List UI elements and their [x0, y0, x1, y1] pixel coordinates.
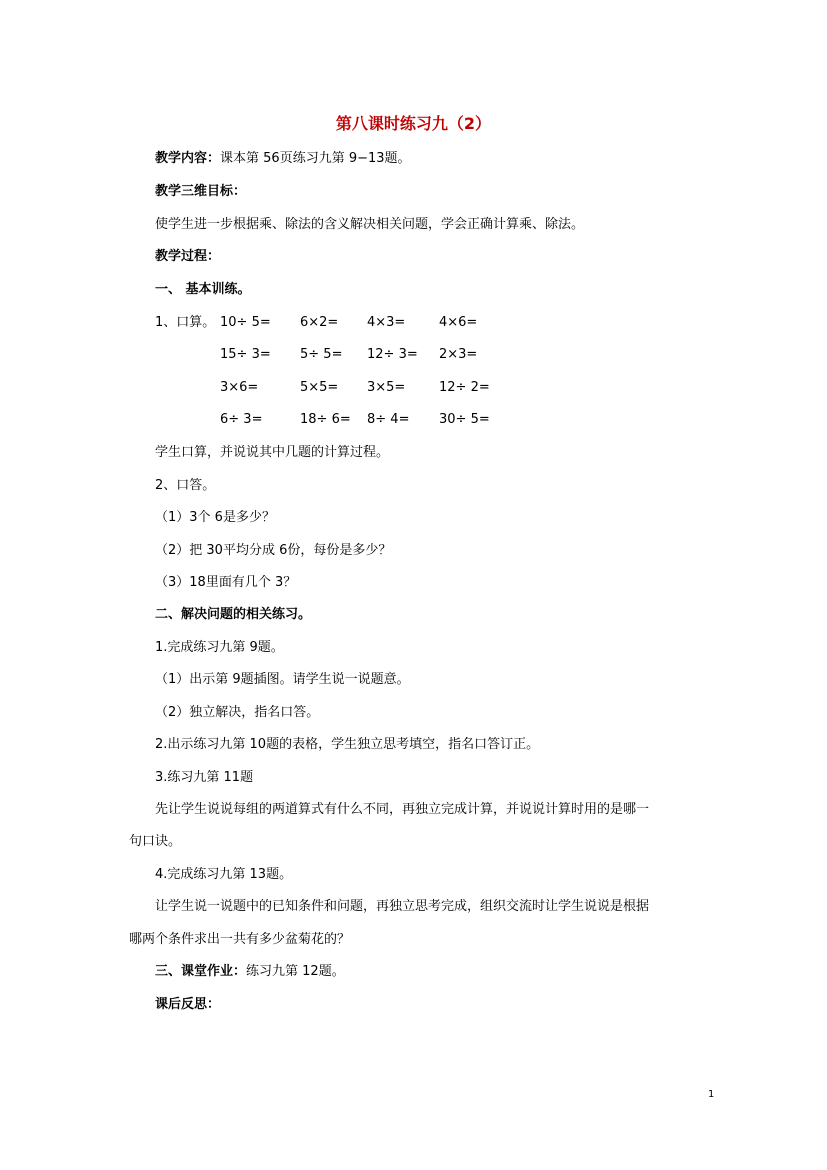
oral-cell: 30÷ 5=: [439, 412, 490, 427]
section2-heading: 二、解决问题的相关练习。: [155, 607, 312, 622]
oral-cell: 6×2=: [300, 315, 339, 330]
practice-1: 1.完成练习九第 9题。: [155, 640, 284, 655]
content-label: 教学内容：: [155, 151, 221, 166]
question-3: （3）18里面有几个 3？: [155, 575, 297, 590]
practice-1b: （2）独立解决，指名口答。: [155, 705, 320, 720]
content-text: 课本第 56页练习九第 9−13题。: [220, 151, 411, 166]
oral-cell: 5÷ 5=: [300, 347, 343, 362]
goals-label: 教学三维目标：: [155, 184, 247, 199]
oral-cell: 4×3=: [367, 315, 406, 330]
oral-cell: 10÷ 5=: [220, 315, 271, 330]
practice-3a: 先让学生说说每组的两道算式有什么不同，再独立完成计算，并说说计算时用的是哪一: [155, 802, 650, 817]
oral-cell: 15÷ 3=: [220, 347, 271, 362]
oral-cell: 6÷ 3=: [220, 412, 263, 427]
oral-cell: 4×6=: [439, 315, 478, 330]
oral-cell: 3×5=: [367, 380, 406, 395]
homework-label: 三、课堂作业：: [155, 964, 247, 979]
content-line: [155, 150, 411, 168]
oral-cell: 12÷ 3=: [367, 347, 418, 362]
oral-cell: 8÷ 4=: [367, 412, 410, 427]
practice-2: 2.出示练习九第 10题的表格，学生独立思考填空，指名口答订正。: [155, 737, 540, 752]
oral-answer-label: 2、口答。: [155, 478, 216, 493]
practice-4b: 哪两个条件求出一共有多少盆菊花的？: [129, 932, 351, 947]
reflection-label: 课后反思：: [155, 997, 221, 1012]
oral-cell: 2×3=: [439, 347, 478, 362]
practice-1a: （1）出示第 9题插图。请学生说一说题意。: [155, 672, 410, 687]
oral-cell: 5×5=: [300, 380, 339, 395]
practice-4: 4.完成练习九第 13题。: [155, 867, 293, 882]
section1-heading: 一、 基本训练。: [155, 282, 251, 297]
oral-calc-label: 1、口算。: [155, 315, 216, 330]
question-1: （1）3个 6是多少？: [155, 510, 275, 525]
practice-3: 3.练习九第 11题: [155, 770, 254, 785]
oral-cell: 18÷ 6=: [300, 412, 351, 427]
process-label: 教学过程：: [155, 249, 221, 264]
goals-text: 使学生进一步根据乘、除法的含义解决相关问题，学会正确计算乘、除法。: [155, 217, 585, 232]
homework-line: [155, 963, 345, 981]
practice-4a: 让学生说一说题中的已知条件和问题，再独立思考完成，组织交流时让学生说说是根据: [155, 899, 650, 914]
oral-cell: 3×6=: [220, 380, 259, 395]
question-2: （2）把 30平均分成 6份，每份是多少？: [155, 543, 392, 558]
oral-note: 学生口算，并说说其中几题的计算过程。: [155, 445, 390, 460]
practice-3b: 句口诀。: [129, 834, 182, 849]
oral-cell: 12÷ 2=: [439, 380, 490, 395]
page-title: 第八课时练习九（2）: [335, 114, 492, 133]
homework-text: 练习九第 12题。: [246, 964, 345, 979]
page-number: 1: [708, 1089, 715, 1100]
